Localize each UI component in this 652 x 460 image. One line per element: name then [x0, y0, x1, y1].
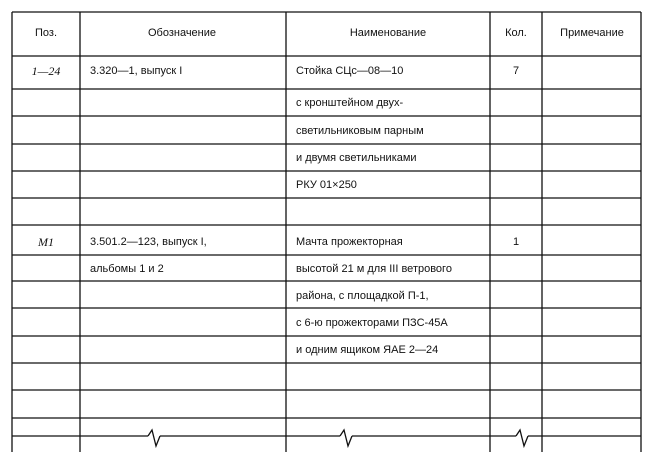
break-mark-1	[148, 430, 160, 446]
cell-name: высотой 21 м для III ветрового	[296, 263, 452, 275]
cell-qty: 1	[512, 236, 520, 248]
cell-pos: 1—24	[31, 64, 61, 78]
cell-name: и двумя светильниками	[296, 152, 417, 164]
cell-name: с 6-ю прожекторами ПЗС-45А	[296, 317, 448, 329]
cell-pos: М1	[38, 235, 54, 249]
cell-name: светильниковым парным	[296, 125, 424, 137]
cell-designation: альбомы 1 и 2	[90, 263, 164, 275]
header-note: Примечание	[560, 27, 624, 39]
header-qty: Кол.	[505, 27, 527, 39]
header-name: Наименование	[349, 27, 427, 39]
cell-name: с кронштейном двух-	[296, 97, 404, 109]
break-mark-2	[340, 430, 352, 446]
cell-name: района, с площадкой П-1,	[296, 290, 429, 302]
header-designation: Обозначение	[147, 27, 217, 39]
header-pos: Поз.	[35, 27, 57, 39]
cell-name: и одним ящиком ЯАЕ 2—24	[296, 344, 439, 356]
cell-designation: 3.501.2—123, выпуск I,	[90, 236, 207, 248]
break-mark-3	[516, 430, 528, 446]
cell-name: Стойка СЦс—08—10	[296, 65, 404, 77]
cell-name: РКУ 01×250	[296, 179, 357, 191]
cell-name: Мачта прожекторная	[296, 236, 403, 248]
cell-designation: 3.320—1, выпуск I	[90, 65, 183, 77]
cell-qty: 7	[512, 65, 520, 77]
